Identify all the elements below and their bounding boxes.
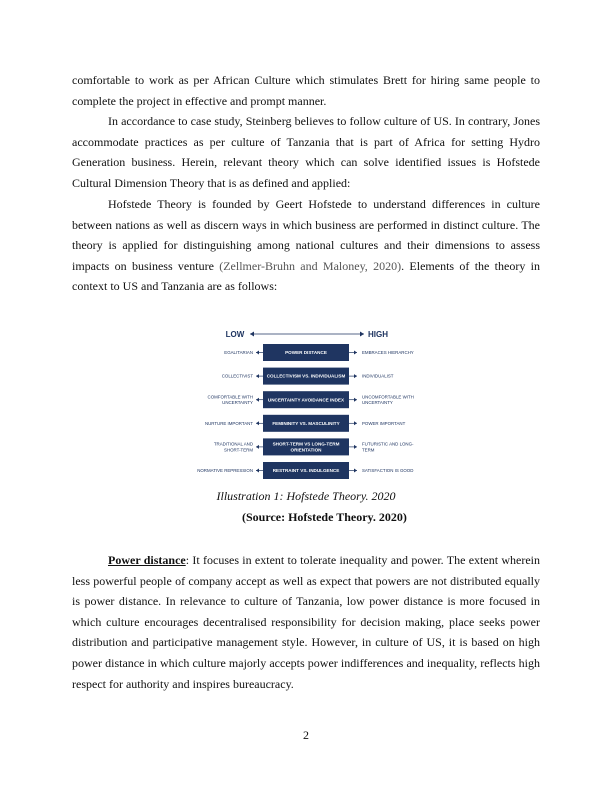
high-pole-label-2-1: INDIVIDUALIST bbox=[362, 373, 394, 379]
paragraph-2-text: In accordance to case study, Steinberg believes to follow culture of US. In contrary, Jones accommodate practices as per culture of Tanzania that is part of Africa for setting Hydro Generation business. Herein, relevant theory which can solve identified issues is Hofstede Cultural Dimension Theory that is as defined and applied: bbox=[72, 114, 540, 190]
axis-arrow-right bbox=[360, 332, 364, 337]
figure-caption: Illustration 1: Hofstede Theory. 2020 bbox=[216, 489, 396, 503]
paragraph-1 bbox=[72, 70, 540, 111]
row-arrowhead-left-4 bbox=[256, 421, 259, 425]
axis-arrow-left bbox=[250, 332, 254, 337]
hofstede-diagram bbox=[180, 325, 432, 483]
low-pole-label-1-1: EGALITARIAN bbox=[224, 350, 253, 356]
high-pole-label-3-1: UNCOMFORTABLE WITH bbox=[362, 394, 414, 400]
high-pole-label-6-1: SATISFACTION IS GOOD bbox=[362, 468, 414, 474]
low-label: LOW bbox=[225, 330, 245, 339]
low-pole-label-6-1: NORMATIVE REPRESSION bbox=[197, 468, 253, 474]
paragraph-3 bbox=[72, 194, 540, 297]
row-arrowhead-right-2 bbox=[354, 374, 357, 378]
dimension-label-3-1: UNCERTAINTY AVOIDANCE INDEX bbox=[267, 397, 345, 403]
low-pole-label-3-2: UNCERTAINTY bbox=[222, 400, 253, 406]
hofstede-figure bbox=[180, 325, 432, 483]
low-pole-label-4-1: NURTURE IMPORTANT bbox=[204, 420, 253, 426]
low-pole-label-5-2: SHORT-TERM bbox=[224, 447, 253, 453]
high-pole-label-4-1: POWER IMPORTANT bbox=[362, 420, 406, 426]
row-arrowhead-left-3 bbox=[256, 398, 259, 402]
high-pole-label-5-1: FUTURISTIC AND LONG- bbox=[362, 441, 414, 447]
dimension-label-5-2: ORIENTATION bbox=[290, 447, 322, 453]
row-arrowhead-right-5 bbox=[354, 445, 357, 449]
row-arrowhead-left-2 bbox=[256, 374, 259, 378]
row-arrowhead-right-3 bbox=[354, 398, 357, 402]
citation: (Zellmer-Bruhn and Maloney, 2020) bbox=[219, 258, 402, 273]
paragraph-4-text: : It focuses in extent to tolerate inequality and power. The extent wherein less powerful people of company accept as well as expect that powers are not distributed equally is power distance. In relevance to culture of Tanzania, low power distance is more focused in which culture encourages decentralised responsibility for decision making, place seeks power distribution and participative management style. However, in culture of US, it is based on high power distance in which culture majorly accepts power indifferences and inequality, reflects high respect for authority and inspires bureaucracy. bbox=[72, 553, 540, 691]
paragraph-3-text: Hofstede Theory is founded by Geert Hofstede to understand differences in culture between nations as well as discern ways in which business are performed in distinct culture. The theory is applied for distinguishing among national cultures and their dimensions to assess impacts on business venture bbox=[72, 197, 540, 273]
paragraph-3-text-end: . Elements of the theory in context to US and Tanzania are as follows: bbox=[72, 258, 540, 294]
high-pole-label-5-2: TERM bbox=[362, 447, 375, 453]
row-arrowhead-right-1 bbox=[354, 351, 357, 355]
paragraph-4 bbox=[72, 550, 540, 694]
high-pole-label-1-1: EMBRACES HIERARCHY bbox=[362, 350, 414, 356]
dimension-label-6-1: RESTRAINT VS. INDULGENCE bbox=[272, 468, 340, 474]
high-pole-label-3-2: UNCERTAINTY bbox=[362, 400, 393, 406]
low-pole-label-2-1: COLLECTIVIST bbox=[221, 373, 253, 379]
figure-source: (Source: Hofstede Theory. 2020) bbox=[242, 510, 407, 524]
low-pole-label-5-1: TRADITIONAL AND bbox=[213, 441, 253, 447]
paragraph-1-text: comfortable to work as per African Culture which stimulates Brett for hiring same people to complete the project in effective and prompt manner. bbox=[72, 73, 540, 108]
row-arrowhead-left-1 bbox=[256, 351, 259, 355]
row-arrowhead-right-4 bbox=[354, 421, 357, 425]
page-number: 2 bbox=[303, 728, 309, 742]
paragraph-2 bbox=[72, 111, 540, 193]
dimension-label-1-1: POWER DISTANCE bbox=[285, 350, 327, 356]
dimension-label-5-1: SHORT-TERM VS LONG-TERM bbox=[272, 441, 340, 447]
row-arrowhead-right-6 bbox=[354, 469, 357, 473]
dimension-label-2-1: COLLECTIVISM VS. INDIVIDUALISM bbox=[266, 373, 346, 379]
low-pole-label-3-1: COMFORTABLE WITH bbox=[207, 394, 253, 400]
row-arrowhead-left-5 bbox=[256, 445, 259, 449]
dimension-label-4-1: FEMININITY VS. MASCULINITY bbox=[272, 420, 340, 426]
power-distance-term: Power distance bbox=[108, 553, 186, 567]
high-label: HIGH bbox=[368, 330, 388, 339]
row-arrowhead-left-6 bbox=[256, 469, 259, 473]
